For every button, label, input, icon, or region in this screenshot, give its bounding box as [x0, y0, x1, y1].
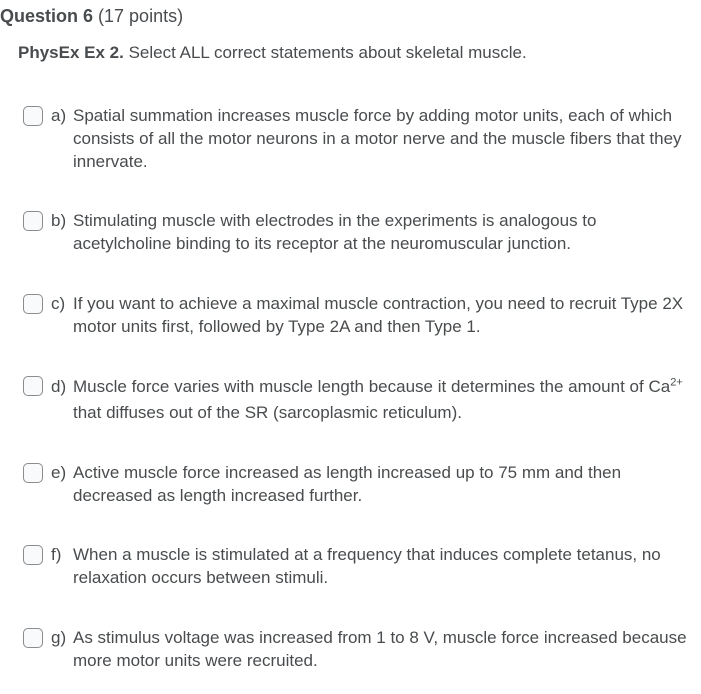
option-a-text[interactable] — [51, 104, 695, 173]
option-letter: d) — [51, 377, 67, 396]
checkbox-d[interactable] — [23, 376, 43, 396]
option-f-text[interactable] — [51, 543, 695, 589]
checkbox-c[interactable] — [23, 294, 43, 314]
checkbox-a[interactable] — [23, 106, 43, 126]
option-statement: Spatial summation increases muscle force by adding motor units, each of which consists of all the motor neurons in a motor nerve and the muscle fibers that they innervate. — [73, 106, 682, 171]
option-statement: When a muscle is stimulated at a frequency that induces complete tetanus, no relaxation occurs between stimuli. — [73, 545, 661, 587]
option-c-text[interactable] — [51, 292, 695, 338]
option-e-text[interactable] — [51, 461, 695, 507]
option-letter: e) — [51, 463, 67, 482]
option-b-text[interactable] — [51, 209, 695, 255]
option-g-text[interactable] — [51, 626, 695, 672]
question-points: (17 points) — [98, 6, 184, 26]
option-letter: f) — [51, 545, 62, 564]
prompt-text: Select ALL correct statements about skeletal muscle. — [128, 43, 527, 62]
option-statement-end: that diffuses out of the SR (sarcoplasmic reticulum). — [73, 403, 462, 422]
checkbox-b[interactable] — [23, 211, 43, 231]
option-statement: As stimulus voltage was increased from 1 to 8 V, muscle force increased because more motor units were recruited. — [73, 628, 687, 670]
calcium-charge-superscript: 2+ — [670, 376, 683, 389]
checkbox-g[interactable] — [23, 628, 43, 648]
question-prompt — [18, 43, 527, 63]
option-statement-start: Muscle force varies with muscle length because it determines the amount of Ca — [73, 377, 671, 396]
option-statement: If you want to achieve a maximal muscle contraction, you need to recruit Type 2X motor units first, followed by Type 2A and then Type 1. — [73, 294, 684, 336]
option-letter: a) — [51, 106, 67, 125]
option-statement: Active muscle force increased as length increased up to 75 mm and then decreased as length increased further. — [73, 463, 622, 505]
prompt-exercise-label: PhysEx Ex 2. — [18, 43, 124, 62]
checkbox-f[interactable] — [23, 545, 43, 565]
checkbox-e[interactable] — [23, 463, 43, 483]
option-statement: Stimulating muscle with electrodes in the experiments is analogous to acetylcholine binding to its receptor at the neuromuscular junction. — [73, 211, 597, 253]
question-header — [0, 6, 183, 27]
option-letter: g) — [51, 628, 67, 647]
option-letter: b) — [51, 211, 67, 230]
option-d-text[interactable] — [51, 374, 695, 426]
option-letter: c) — [51, 294, 66, 313]
question-number: Question 6 — [0, 6, 94, 26]
